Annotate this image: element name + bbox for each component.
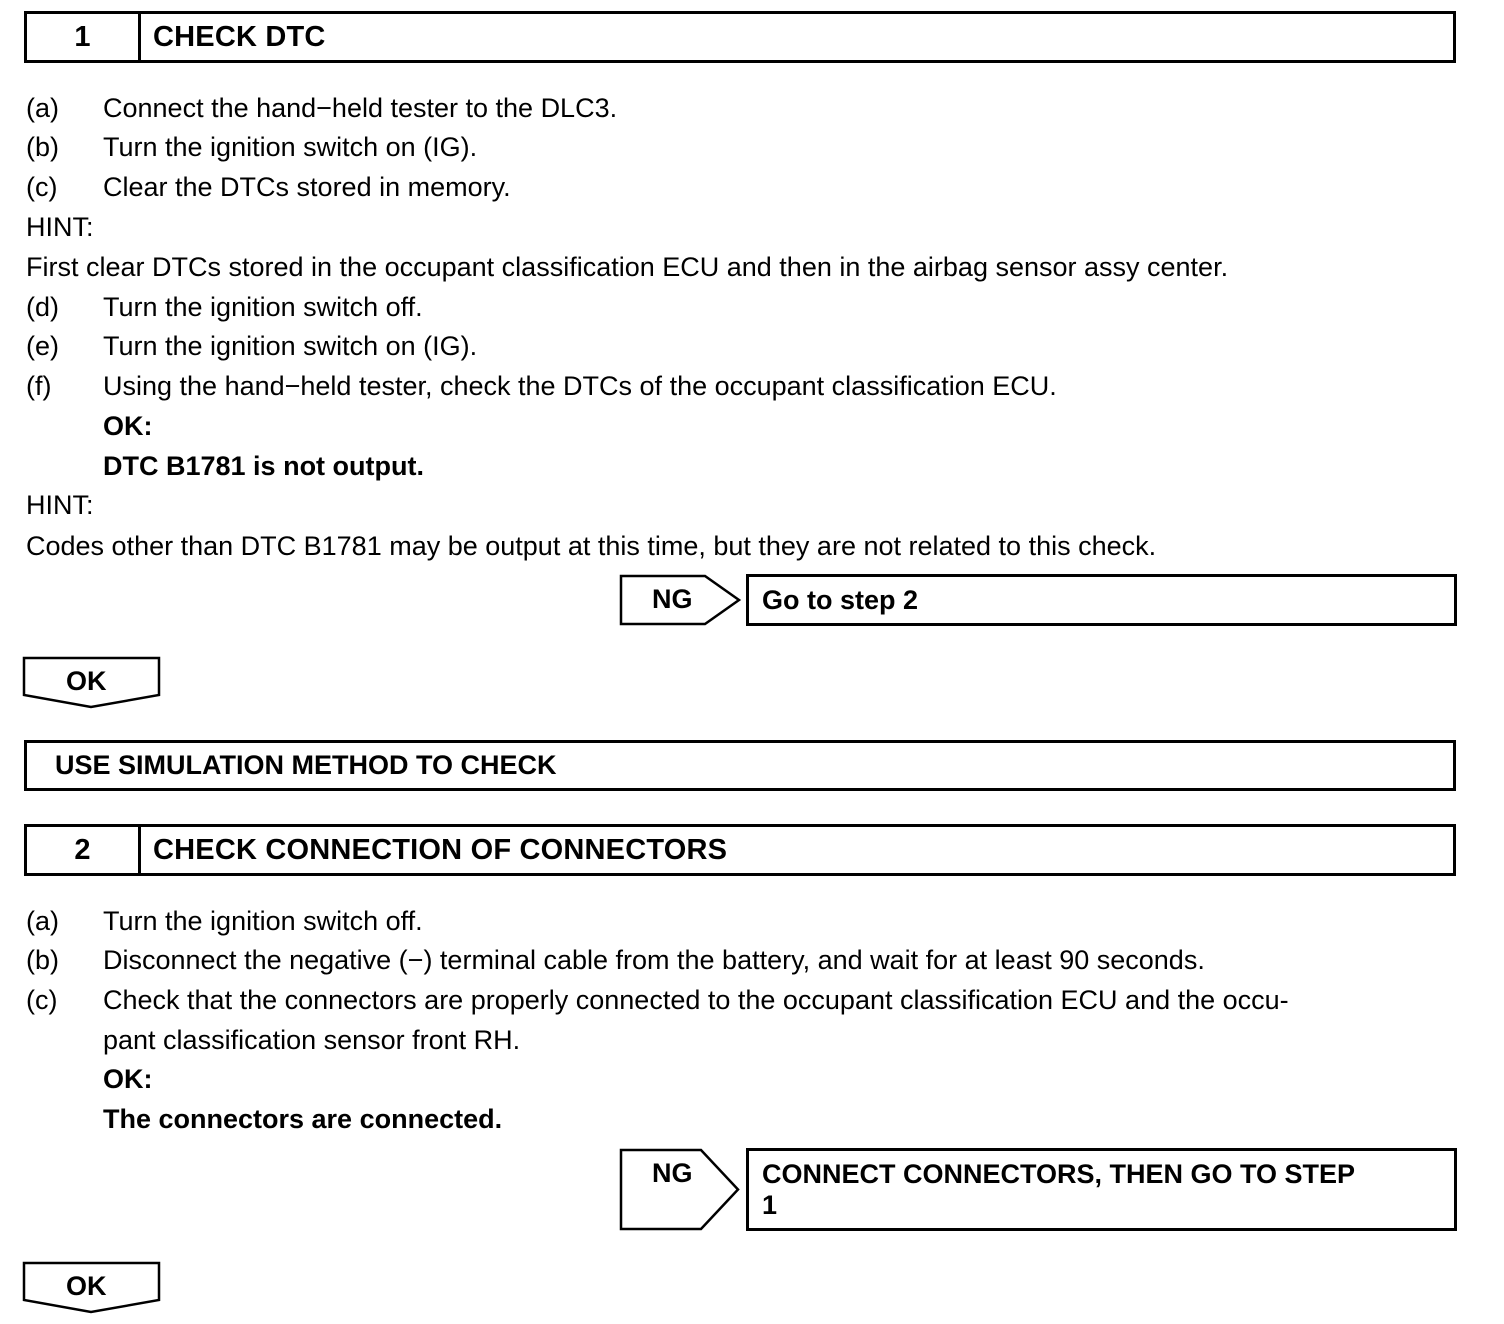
hint-label: HINT: [26, 212, 94, 242]
ng-result-text: CONNECT CONNECTORS, THEN GO TO STEP [762, 1159, 1356, 1189]
simulation-text: USE SIMULATION METHOD TO CHECK [55, 750, 557, 780]
hint-text: Codes other than DTC B1781 may be output at this time, but they are not related to this check. [26, 531, 1157, 561]
hint-text: First clear DTCs stored in the occupant classification ECU and then in the airbag sensor assy center. [26, 252, 1229, 282]
item-label: (a) [26, 906, 59, 936]
step-number: 2 [27, 827, 141, 873]
item-text: Connect the hand−held tester to the DLC3. [103, 93, 618, 123]
ok-label: OK: [103, 411, 153, 441]
step-number: 1 [27, 14, 141, 60]
step-2-header [24, 824, 1456, 876]
item-text: Clear the DTCs stored in memory. [103, 172, 511, 202]
ng-result-box [746, 574, 1457, 626]
item-label: (c) [26, 172, 58, 202]
ok-label: OK [66, 666, 107, 696]
item-text: Turn the ignition switch off. [103, 906, 423, 936]
ok-criteria: DTC B1781 is not output. [103, 451, 425, 481]
ng-result-text-line2: 1 [762, 1190, 778, 1220]
item-label: (c) [26, 985, 58, 1015]
item-text-continued: pant classification sensor front RH. [103, 1025, 521, 1055]
item-text: Turn the ignition switch on (IG). [103, 132, 478, 162]
item-text: Disconnect the negative (−) terminal cable from the battery, and wait for at least 90 seconds. [103, 945, 1205, 975]
item-label: (b) [26, 945, 59, 975]
item-text: Check that the connectors are properly connected to the occupant classification ECU and the occu- [103, 985, 1289, 1015]
step-title: CHECK DTC [153, 20, 326, 53]
item-text: Turn the ignition switch on (IG). [103, 331, 478, 361]
hint-label: HINT: [26, 490, 94, 520]
item-label: (b) [26, 132, 59, 162]
ng-label: NG [652, 1158, 693, 1188]
ok-criteria: The connectors are connected. [103, 1104, 503, 1134]
step-1-header [24, 11, 1456, 63]
ng-result-box [746, 1148, 1457, 1231]
step-title: CHECK CONNECTION OF CONNECTORS [153, 833, 728, 866]
item-text: Using the hand−held tester, check the DTCs of the occupant classification ECU. [103, 371, 1057, 401]
item-text: Turn the ignition switch off. [103, 292, 423, 322]
simulation-result-box [24, 740, 1456, 791]
ng-label: NG [652, 584, 693, 614]
item-label: (e) [26, 331, 59, 361]
ng-result-text: Go to step 2 [762, 584, 919, 615]
item-label: (a) [26, 93, 59, 123]
item-label: (d) [26, 292, 59, 322]
ok-label: OK: [103, 1064, 153, 1094]
item-label: (f) [26, 371, 52, 401]
ok-label: OK [66, 1271, 107, 1301]
